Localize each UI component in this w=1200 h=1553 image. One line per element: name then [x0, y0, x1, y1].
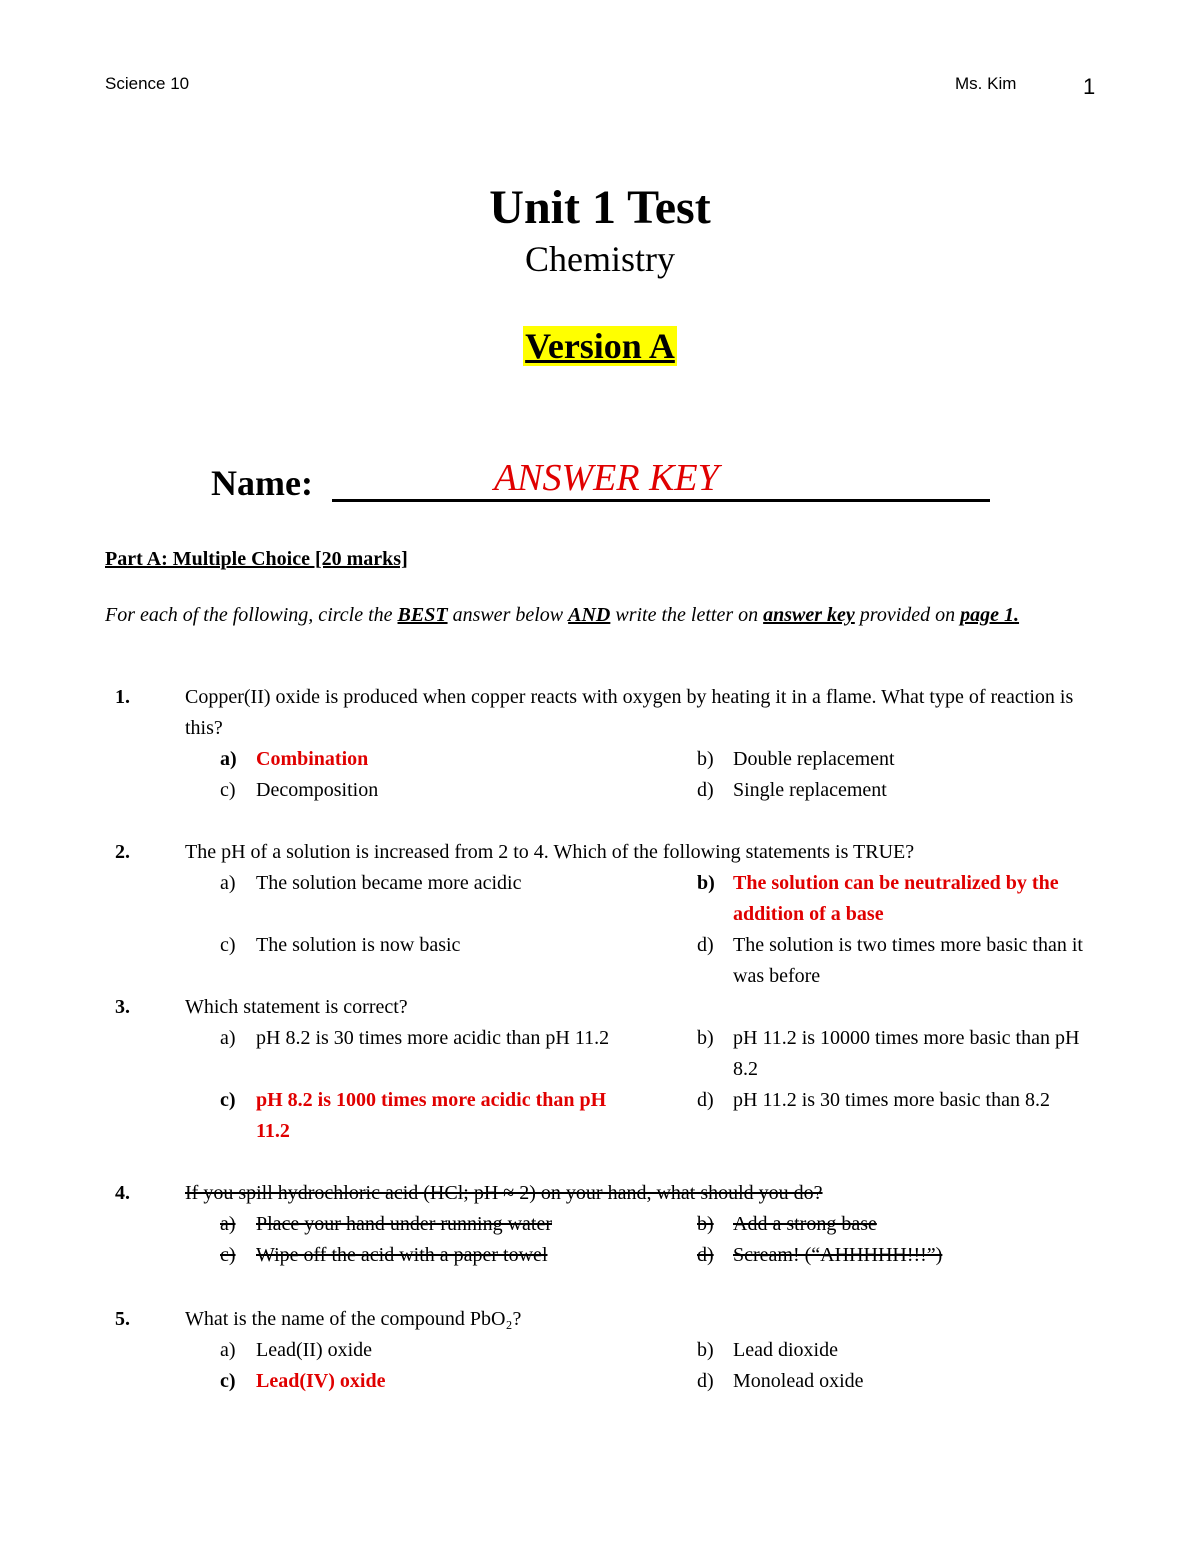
name-label: Name:	[211, 463, 313, 503]
test-subtitle: Chemistry	[525, 239, 675, 279]
question-number: 1.	[115, 686, 130, 708]
header-course: Science 10	[105, 74, 190, 93]
instructions: For each of the following, circle the BEST answer below AND write the letter on answer key provided on page 1.	[105, 604, 1020, 626]
version-label: Version A	[525, 326, 675, 366]
question-text: Which statement is correct?	[185, 996, 408, 1018]
header-teacher: Ms. Kim	[955, 74, 1017, 93]
question-number: 3.	[115, 996, 130, 1018]
name-row	[211, 457, 990, 504]
test-title: Unit 1 Test	[489, 181, 711, 234]
name-value: ANSWER KEY	[493, 457, 719, 499]
question-text: If you spill hydrochloric acid (HCl; pH ≈ 2) on your hand, what should you do?	[185, 1182, 823, 1204]
name-field[interactable]	[332, 457, 990, 504]
question-number: 5.	[115, 1308, 130, 1330]
question-number: 2.	[115, 841, 130, 863]
question-text: The pH of a solution is increased from 2 to 4. Which of the following statements is TRUE?	[185, 841, 915, 863]
version-block	[0, 325, 1200, 367]
part-heading: Part A: Multiple Choice [20 marks]	[105, 548, 408, 570]
page-number: 1	[1083, 74, 1096, 99]
question-number: 4.	[115, 1182, 130, 1204]
question-text: Copper(II) oxide is produced when copper reacts with oxygen by heating it in a flame. What type of reaction is this?	[185, 686, 1074, 739]
question-text: What is the name of the compound PbO₂?	[185, 1308, 522, 1330]
